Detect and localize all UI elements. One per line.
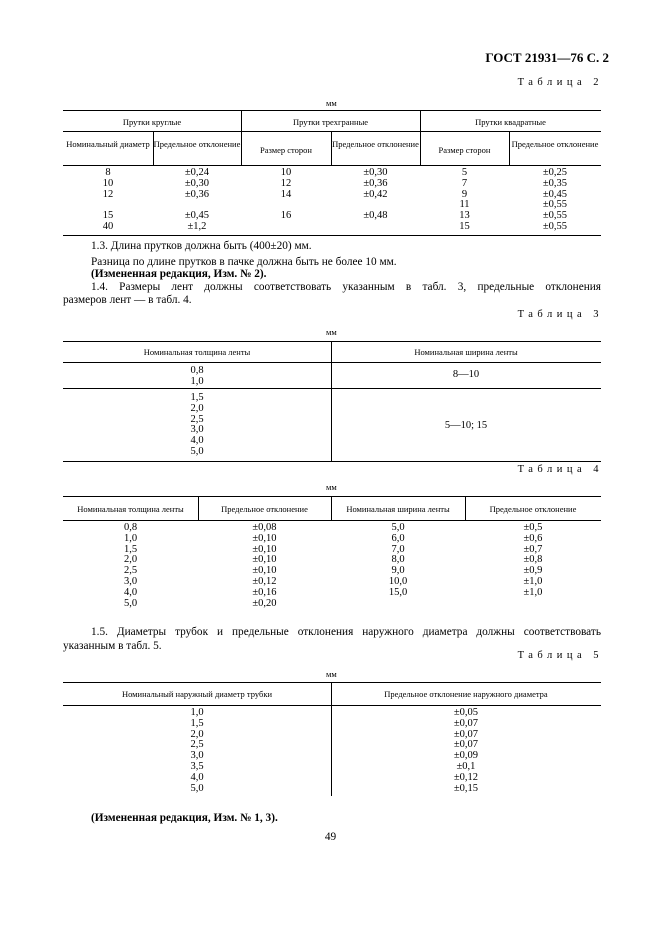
table-cell: ±1,0 <box>523 575 543 587</box>
table-cell: ±0,1 <box>456 760 476 772</box>
table-cell: 0,8 <box>190 365 204 376</box>
table-cell: 1,0 <box>123 532 138 544</box>
table-cell: 10 <box>102 177 114 189</box>
table-cell: 13 <box>459 210 470 222</box>
table-cell: ±0,45 <box>542 188 568 200</box>
table-cell: ±0,12 <box>453 771 479 783</box>
table4-header: Номинальная толщина ленты <box>77 504 184 514</box>
table-cell: 3,0 <box>190 750 204 762</box>
table-cell: ±0,55 <box>542 199 568 211</box>
table5-col-diameter <box>63 708 331 794</box>
paragraph-1-5: 1.5. Диаметры трубок и предельные отклонения наружного диаметра должны соответствовать <box>91 626 601 638</box>
table-cell: 2,0 <box>123 554 138 566</box>
table2-col-side-sq <box>420 168 509 233</box>
table-cell: 2,0 <box>190 402 204 414</box>
paragraph-1-3-b: Разница по длине прутков в пачке должна быть не более 10 мм. <box>91 256 397 268</box>
table2-caption: Таблица 2 <box>517 77 603 88</box>
table-cell: 15,0 <box>388 586 408 598</box>
table2-subheader: Номинальный диаметр <box>66 139 150 149</box>
table-cell: 5,0 <box>391 522 405 533</box>
table-cell: ±0,10 <box>252 565 277 577</box>
table-cell: 11 <box>459 199 470 211</box>
table-cell: 15 <box>102 210 114 222</box>
table4-col-dev1 <box>198 523 331 609</box>
page-number: 49 <box>324 831 337 843</box>
table-cell: 1,0 <box>190 707 204 718</box>
table-cell: 12 <box>102 188 114 200</box>
table-cell: ±0,05 <box>453 707 479 718</box>
table-cell: ±0,16 <box>252 586 277 598</box>
table-cell: ±1,2 <box>187 220 207 232</box>
table4-header: Номинальная ширина ленты <box>346 504 450 514</box>
paragraph-1-4-b: размеров лент — в табл. 4. <box>63 294 192 306</box>
table4-col-thickness <box>63 523 198 609</box>
table-cell: ±0,30 <box>363 167 388 178</box>
table5-unit: мм <box>326 669 337 679</box>
table-cell: ±0,5 <box>523 522 543 533</box>
table-cell: ±0,55 <box>542 220 568 232</box>
table-cell: 5,0 <box>190 782 204 794</box>
table-cell: 1,5 <box>190 717 204 729</box>
table-cell <box>331 599 465 610</box>
table-cell <box>465 599 601 610</box>
table3-thickness-group1 <box>63 366 331 388</box>
table-cell: 4,0 <box>190 435 204 447</box>
table3-caption: Таблица 3 <box>517 309 603 320</box>
amendment-note: (Измененная редакция, Изм. № 1, 3). <box>91 812 278 824</box>
amendment-note: (Измененная редакция, Изм. № 2). <box>91 268 267 280</box>
table5-header: Номинальный наружный диаметр трубки <box>121 689 273 699</box>
table-cell: ±0,20 <box>252 597 277 609</box>
table-cell: ±0,07 <box>453 717 479 729</box>
table-cell: 6,0 <box>391 532 405 544</box>
table2-subheader: Размер сторон <box>438 145 491 155</box>
table-cell: ±0,10 <box>252 543 277 555</box>
table2-header-rule <box>63 165 601 166</box>
table4-col-width <box>331 523 465 609</box>
table-cell: 1,5 <box>190 392 204 403</box>
table5-header: Предельное отклонение наружного диаметра <box>384 689 548 699</box>
table-cell: 7 <box>461 177 468 189</box>
table2-col-dev1 <box>153 168 241 233</box>
table-cell: 8 <box>105 167 111 178</box>
table-cell: 16 <box>280 210 292 222</box>
table2-group-triangular: Прутки трехгранные <box>292 117 369 127</box>
table-cell: ±0,55 <box>542 210 568 222</box>
table-cell: ±0,08 <box>252 522 277 533</box>
table4-header: Предельное отклонение <box>221 504 308 514</box>
table-cell: ±0,9 <box>523 565 543 577</box>
table4-caption: Таблица 4 <box>517 464 603 475</box>
table-cell: 40 <box>102 220 114 232</box>
table-cell: 2,5 <box>190 413 204 425</box>
table2-col-dev3 <box>509 168 601 233</box>
table4-col-dev2 <box>465 523 601 609</box>
table-cell: 3,5 <box>190 760 204 772</box>
table-cell: 2,5 <box>123 565 138 577</box>
table-cell: ±0,8 <box>523 554 543 566</box>
table-cell: ±0,09 <box>453 750 479 762</box>
table2-top-rule <box>63 110 601 111</box>
table-cell: ±0,48 <box>363 210 388 222</box>
table5-col-deviation <box>331 708 601 794</box>
table2-col-dev2 <box>331 168 420 233</box>
table-cell: 4,0 <box>190 771 204 783</box>
table2-bottom-rule <box>63 235 601 236</box>
table5-caption: Таблица 5 <box>517 650 603 661</box>
table-cell: ±0,36 <box>363 177 388 189</box>
table2-subheader: Размер сторон <box>260 145 312 155</box>
paragraph-1-5-b: указанным в табл. 5. <box>63 640 162 652</box>
table-cell: 7,0 <box>391 543 405 555</box>
table-cell: ±0,15 <box>453 782 479 794</box>
table-cell: ±0,07 <box>453 728 479 740</box>
table2-unit: мм <box>326 98 337 108</box>
paragraph-1-3: 1.3. Длина прутков должна быть (400±20) мм. <box>91 240 312 252</box>
table-cell: ±0,10 <box>252 554 277 566</box>
table-cell: ±0,12 <box>252 575 277 587</box>
table-cell: 9,0 <box>391 565 405 577</box>
table4-header: Предельное отклонение <box>489 504 577 514</box>
table-cell: 15 <box>459 220 470 232</box>
table-cell: ±0,36 <box>184 188 210 200</box>
document-header: ГОСТ 21931—76 С. 2 <box>485 50 609 65</box>
table-cell: 1,5 <box>123 543 138 555</box>
table-cell: 3,0 <box>190 424 204 436</box>
paragraph-1-4: 1.4. Размеры лент должны соответствовать указанным в табл. 3, предельные отклонения <box>91 281 601 293</box>
table3-width-group2: 5—10; 15 <box>444 420 488 431</box>
table-cell: ±1,0 <box>523 586 543 598</box>
table3-thickness-group2 <box>63 393 331 458</box>
table2-col-side-tri <box>241 168 331 233</box>
table-cell: 2,0 <box>190 728 204 740</box>
table3-width-group1: 8—10 <box>452 369 480 380</box>
table-cell <box>241 222 331 233</box>
table-cell: 5,0 <box>123 597 138 609</box>
table4-unit: мм <box>326 482 337 492</box>
table2-col-diameter <box>63 168 153 233</box>
table2-subheader: Предельное отклонение <box>332 139 419 149</box>
table2-group-square: Прутки квадратные <box>475 117 546 127</box>
table-cell: 8,0 <box>391 554 405 566</box>
table-cell: 0,8 <box>123 522 138 533</box>
table3-header: Номинальная ширина ленты <box>414 347 518 357</box>
table-cell: 5 <box>461 167 468 178</box>
table-cell: ±0,35 <box>542 177 568 189</box>
table-cell: ±0,42 <box>363 188 388 200</box>
table-cell: 3,0 <box>123 575 138 587</box>
table-cell: ±0,25 <box>542 167 568 178</box>
table-cell: ±0,7 <box>523 543 543 555</box>
table-cell: ±0,6 <box>523 532 543 544</box>
table2-subheader: Предельное отклонение <box>511 139 599 149</box>
table-cell: 10,0 <box>388 575 408 587</box>
table-cell: ±0,10 <box>252 532 277 544</box>
table-cell: 5,0 <box>190 445 204 457</box>
table-cell: ±0,07 <box>453 739 479 751</box>
table-cell: ±0,45 <box>184 210 210 222</box>
table-cell: 2,5 <box>190 739 204 751</box>
table2-group-rule <box>63 131 601 132</box>
table-cell: 1,0 <box>190 375 204 387</box>
table-cell: 9 <box>461 188 468 200</box>
table-cell: 4,0 <box>123 586 138 598</box>
table-cell: ±0,24 <box>184 167 210 178</box>
table2-group-round: Прутки круглые <box>122 117 182 127</box>
table-cell: 14 <box>280 188 292 200</box>
table-cell <box>331 222 420 233</box>
table-cell: 10 <box>280 167 292 178</box>
table-cell: 12 <box>280 177 292 189</box>
table3-unit: мм <box>326 327 337 337</box>
table-cell: ±0,30 <box>184 177 210 189</box>
table3-header: Номинальная толщина ленты <box>143 347 251 357</box>
table2-subheader: Предельное отклонение <box>153 139 241 149</box>
